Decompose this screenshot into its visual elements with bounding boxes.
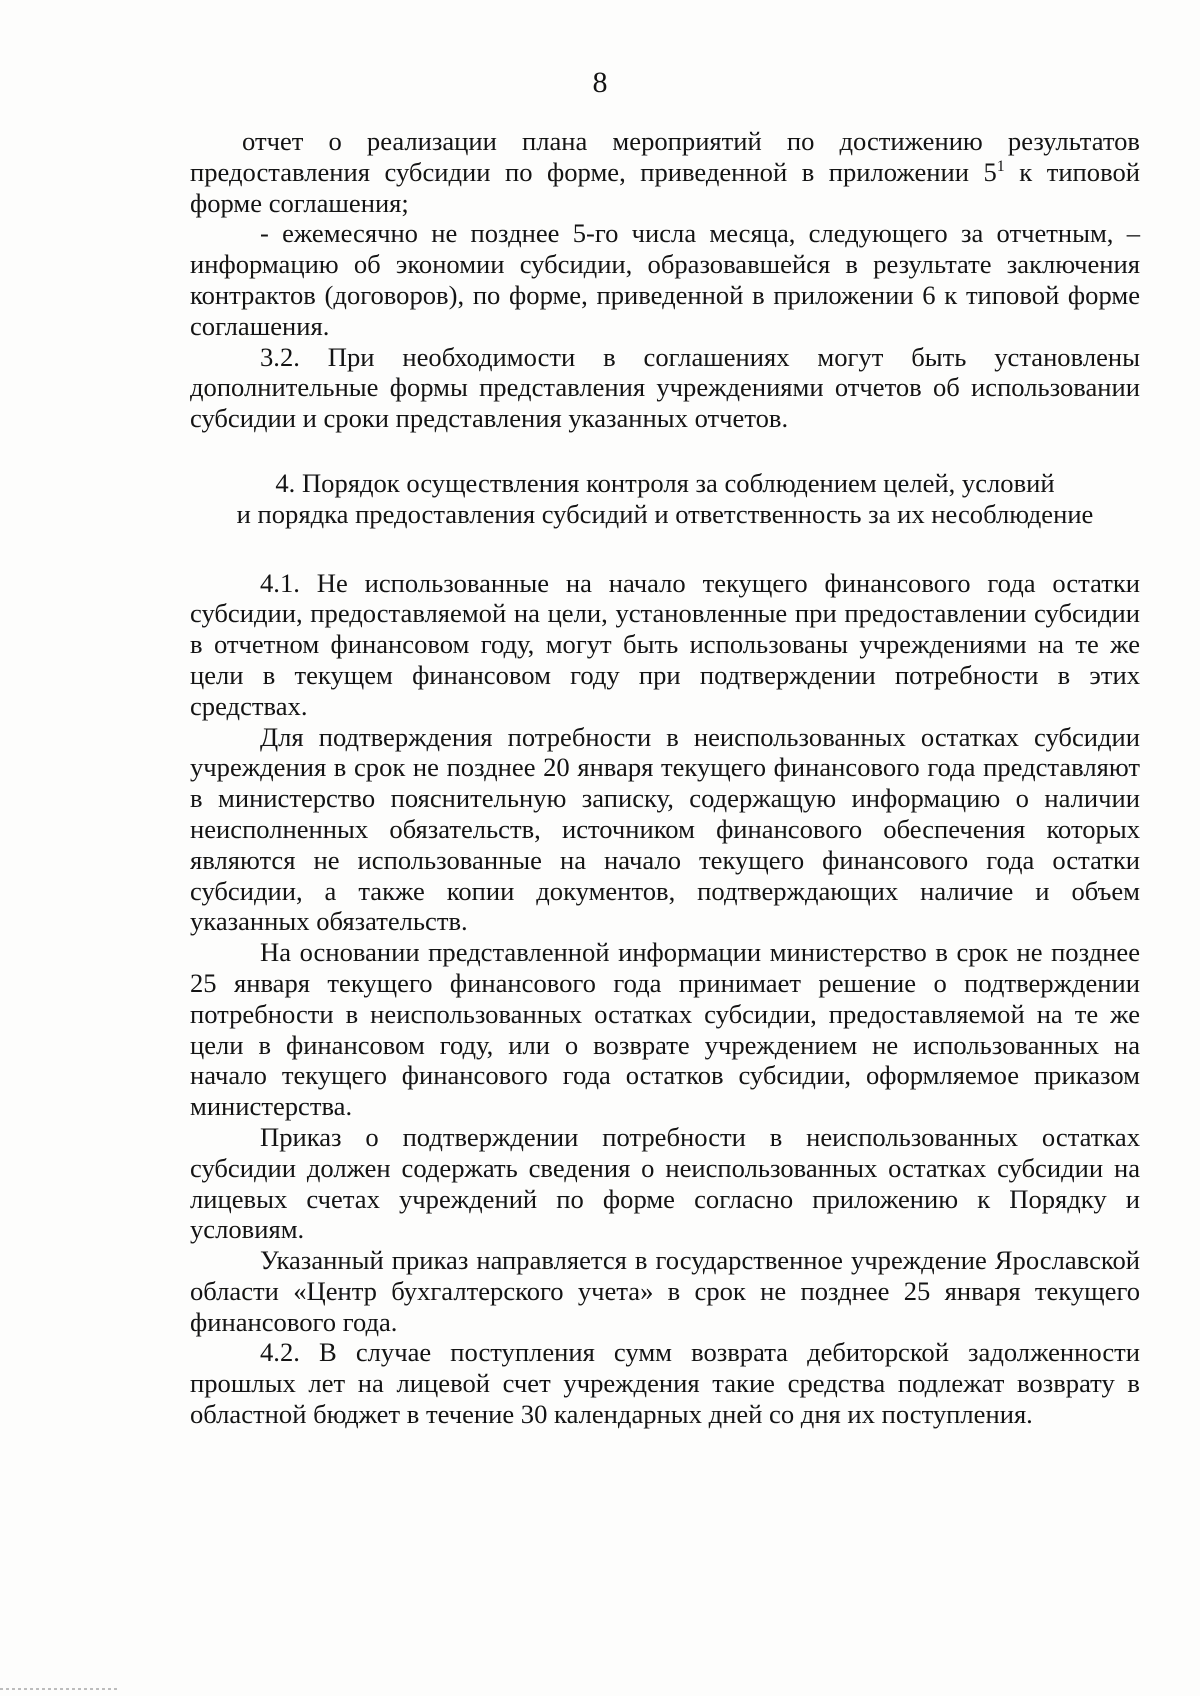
section-heading-line: и порядка предоставления субсидий и ответственность за их несоблюдение bbox=[236, 498, 1094, 529]
document-body bbox=[190, 126, 1140, 1430]
paragraph-report-plan bbox=[190, 126, 1140, 218]
paragraph-order-direction: Указанный приказ направляется в государственное учреждение Ярославской области «Центр бухгалтерского учета» в срок не позднее 25 января текущего финансового года. bbox=[190, 1245, 1140, 1337]
superscript: 1 bbox=[996, 157, 1005, 175]
paragraph-ministry-decision: На основании представленной информации министерство в срок не позднее 25 января текущего финансового года принимает решение о подтверждении потребности в неиспользованных остатках субсидии, предоставляемой на те же цели в финансовом году, или о возврате учреждением не использованных на начало текущего финансового года остатков субсидии, оформляемое приказом министерства. bbox=[190, 937, 1140, 1122]
paragraph-order-content: Приказ о подтверждении потребности в неиспользованных остатках субсидии должен содержать сведения о неиспользованных остатках субсидии на лицевых счетах учреждений по форме согласно приложению к Порядку и условиям. bbox=[190, 1121, 1140, 1245]
paragraph-3-2: 3.2. При необходимости в соглашениях могут быть установлены дополнительные формы представления учреждениями отчетов об использовании субсидии и сроки представления указанных отчетов. bbox=[190, 341, 1140, 434]
page-number: 8 bbox=[592, 66, 608, 99]
section-heading-line: 4. Порядок осуществления контроля за соблюдением целей, условий bbox=[275, 467, 1055, 498]
paragraph-4-1: 4.1. Не использованные на начало текущего финансового года остатки субсидии, предоставляемой на цели, установленные при предоставлении субсидии в отчетном финансовом году, могут быть использованы учреждениями на те же цели в текущем финансовом году при подтверждении потребности в этих средствах. bbox=[190, 567, 1140, 721]
section-heading bbox=[190, 468, 1140, 530]
paragraph-text: отчет о реализации плана мероприятий по достижению результатов предоставления субсидии по форме, приведенной в приложении 5 bbox=[190, 126, 1140, 187]
paragraph-monthly-info: - ежемесячно не позднее 5-го числа месяца, следующего за отчетным, – информацию об экономии субсидии, образовавшейся в результате заключения контрактов (договоров), по форме, приведенной в приложении 6 к типовой форме соглашения. bbox=[190, 218, 1140, 341]
paragraph-text: к типовой форме соглашения; bbox=[190, 156, 1140, 218]
paragraph-4-2: 4.2. В случае поступления сумм возврата дебиторской задолженности прошлых лет на лицевой счет учреждения такие средства подлежат возврату в областной бюджет в течение 30 календарных дней со дня их поступления. bbox=[190, 1337, 1140, 1430]
scan-edge-mark bbox=[0, 1688, 120, 1690]
paragraph-confirmation-need: Для подтверждения потребности в неиспользованных остатках субсидии учреждения в срок не позднее 20 января текущего финансового года представляют в министерство пояснительную записку, содержащую информацию о наличии неисполненных обязательств, источником финансового обеспечения которых являются не использованные на начало текущего финансового года остатки субсидии, а также копии документов, подтверждающих наличие и объем указанных обязательств. bbox=[190, 721, 1140, 937]
